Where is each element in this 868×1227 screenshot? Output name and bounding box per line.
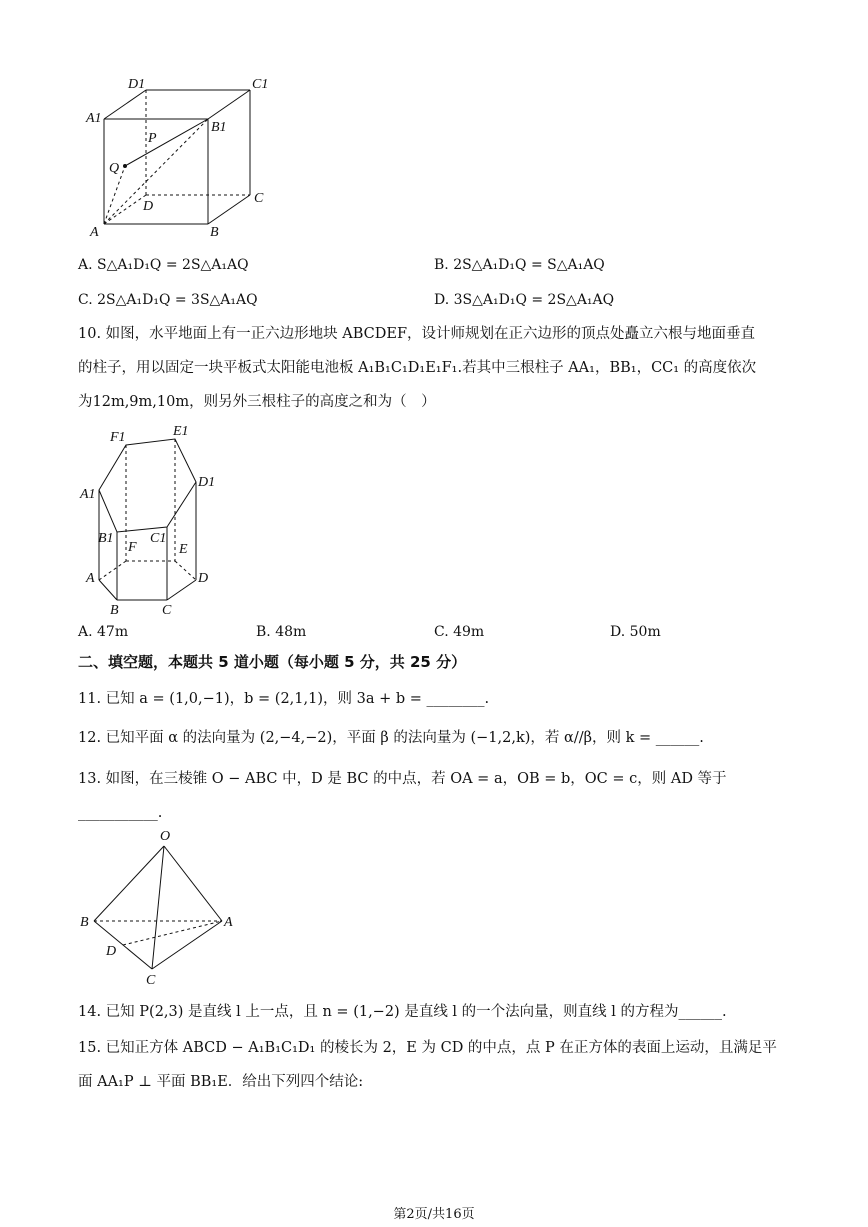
cube-figure bbox=[80, 74, 280, 244]
q10-line3: 为12m,9m,10m，则另外三根柱子的高度之和为（ ） bbox=[78, 394, 436, 410]
label-a: A bbox=[224, 915, 233, 930]
q9-option-a: A. S△A₁D₁Q = 2S△A₁AQ bbox=[78, 257, 249, 273]
label-d: D bbox=[143, 199, 154, 214]
label-d1: D1 bbox=[128, 77, 146, 92]
label-a: A bbox=[90, 225, 99, 240]
label-q: Q bbox=[109, 161, 120, 176]
label-f: F bbox=[128, 540, 137, 555]
q9-option-b: B. 2S△A₁D₁Q = S△A₁AQ bbox=[434, 257, 605, 273]
label-p: P bbox=[148, 131, 157, 146]
label-b1: B1 bbox=[211, 120, 227, 135]
q15-line1: 15. 已知正方体 ABCD − A₁B₁C₁D₁ 的棱长为 2，E 为 CD 的中点，点 P 在正方体的表面上运动，且满足平 bbox=[78, 1040, 777, 1056]
q9-option-c: C. 2S△A₁D₁Q = 3S△A₁AQ bbox=[78, 292, 258, 308]
label-b: B bbox=[210, 225, 219, 240]
q10-option-c: C. 49m bbox=[434, 624, 485, 640]
q10-line2: 的柱子，用以固定一块平板式太阳能电池板 A₁B₁C₁D₁E₁F₁.若其中三根柱子 AA₁，BB₁，CC₁ 的高度依次 bbox=[78, 360, 757, 376]
q15-line2: 面 AA₁P ⊥ 平面 BB₁E．给出下列四个结论: bbox=[78, 1074, 364, 1090]
label-b: B bbox=[80, 915, 89, 930]
label-d: D bbox=[198, 571, 209, 586]
label-c: C bbox=[254, 191, 264, 206]
label-o: O bbox=[160, 829, 171, 844]
label-d: D bbox=[106, 944, 117, 959]
label-a1: A1 bbox=[80, 487, 96, 502]
q10-option-b: B. 48m bbox=[256, 624, 307, 640]
q12-text: 12. 已知平面 α 的法向量为 (2,−4,−2)，平面 β 的法向量为 (−1,2,k)，若 α//β，则 k = ______. bbox=[78, 730, 704, 746]
point-q-marker bbox=[123, 164, 127, 168]
label-f1: F1 bbox=[110, 430, 126, 445]
label-a: A bbox=[86, 571, 95, 586]
label-a1: A1 bbox=[86, 111, 102, 126]
q10-option-d: D. 50m bbox=[610, 624, 661, 640]
label-e1: E1 bbox=[173, 424, 189, 439]
section-heading: 二、填空题，本题共 5 道小题（每小题 5 分，共 25 分） bbox=[78, 653, 467, 671]
label-b1: B1 bbox=[98, 531, 114, 546]
label-b: B bbox=[110, 603, 119, 618]
q10-line1: 10. 如图，水平地面上有一正六边形地块 ABCDEF，设计师规划在正六边形的顶点处矗立六根与地面垂直 bbox=[78, 326, 756, 342]
q11-text: 11. 已知 a = (1,0,−1)，b = (2,1,1)，则 3a + b = ________. bbox=[78, 691, 490, 707]
q9-option-d: D. 3S△A₁D₁Q = 2S△A₁AQ bbox=[434, 292, 615, 308]
q10-option-a: A. 47m bbox=[78, 624, 129, 640]
label-c: C bbox=[146, 973, 156, 988]
label-e: E bbox=[179, 542, 188, 557]
tetrahedron-figure bbox=[76, 824, 246, 989]
hexagon-prism-figure bbox=[78, 420, 228, 620]
label-c1: C1 bbox=[150, 531, 167, 546]
q14-text: 14. 已知 P(2,3) 是直线 l 上一点，且 n = (1,−2) 是直线 l 的一个法向量，则直线 l 的方程为______. bbox=[78, 1004, 727, 1020]
label-c1: C1 bbox=[252, 77, 269, 92]
page-footer: 第2页/共16页 bbox=[393, 1207, 475, 1222]
q13-line2: ___________. bbox=[78, 805, 163, 821]
label-c: C bbox=[162, 603, 172, 618]
q13-line1: 13. 如图，在三棱锥 O − ABC 中，D 是 BC 的中点，若 OA = a，OB = b，OC = c，则 AD 等于 bbox=[78, 771, 727, 787]
label-d1: D1 bbox=[198, 475, 216, 490]
